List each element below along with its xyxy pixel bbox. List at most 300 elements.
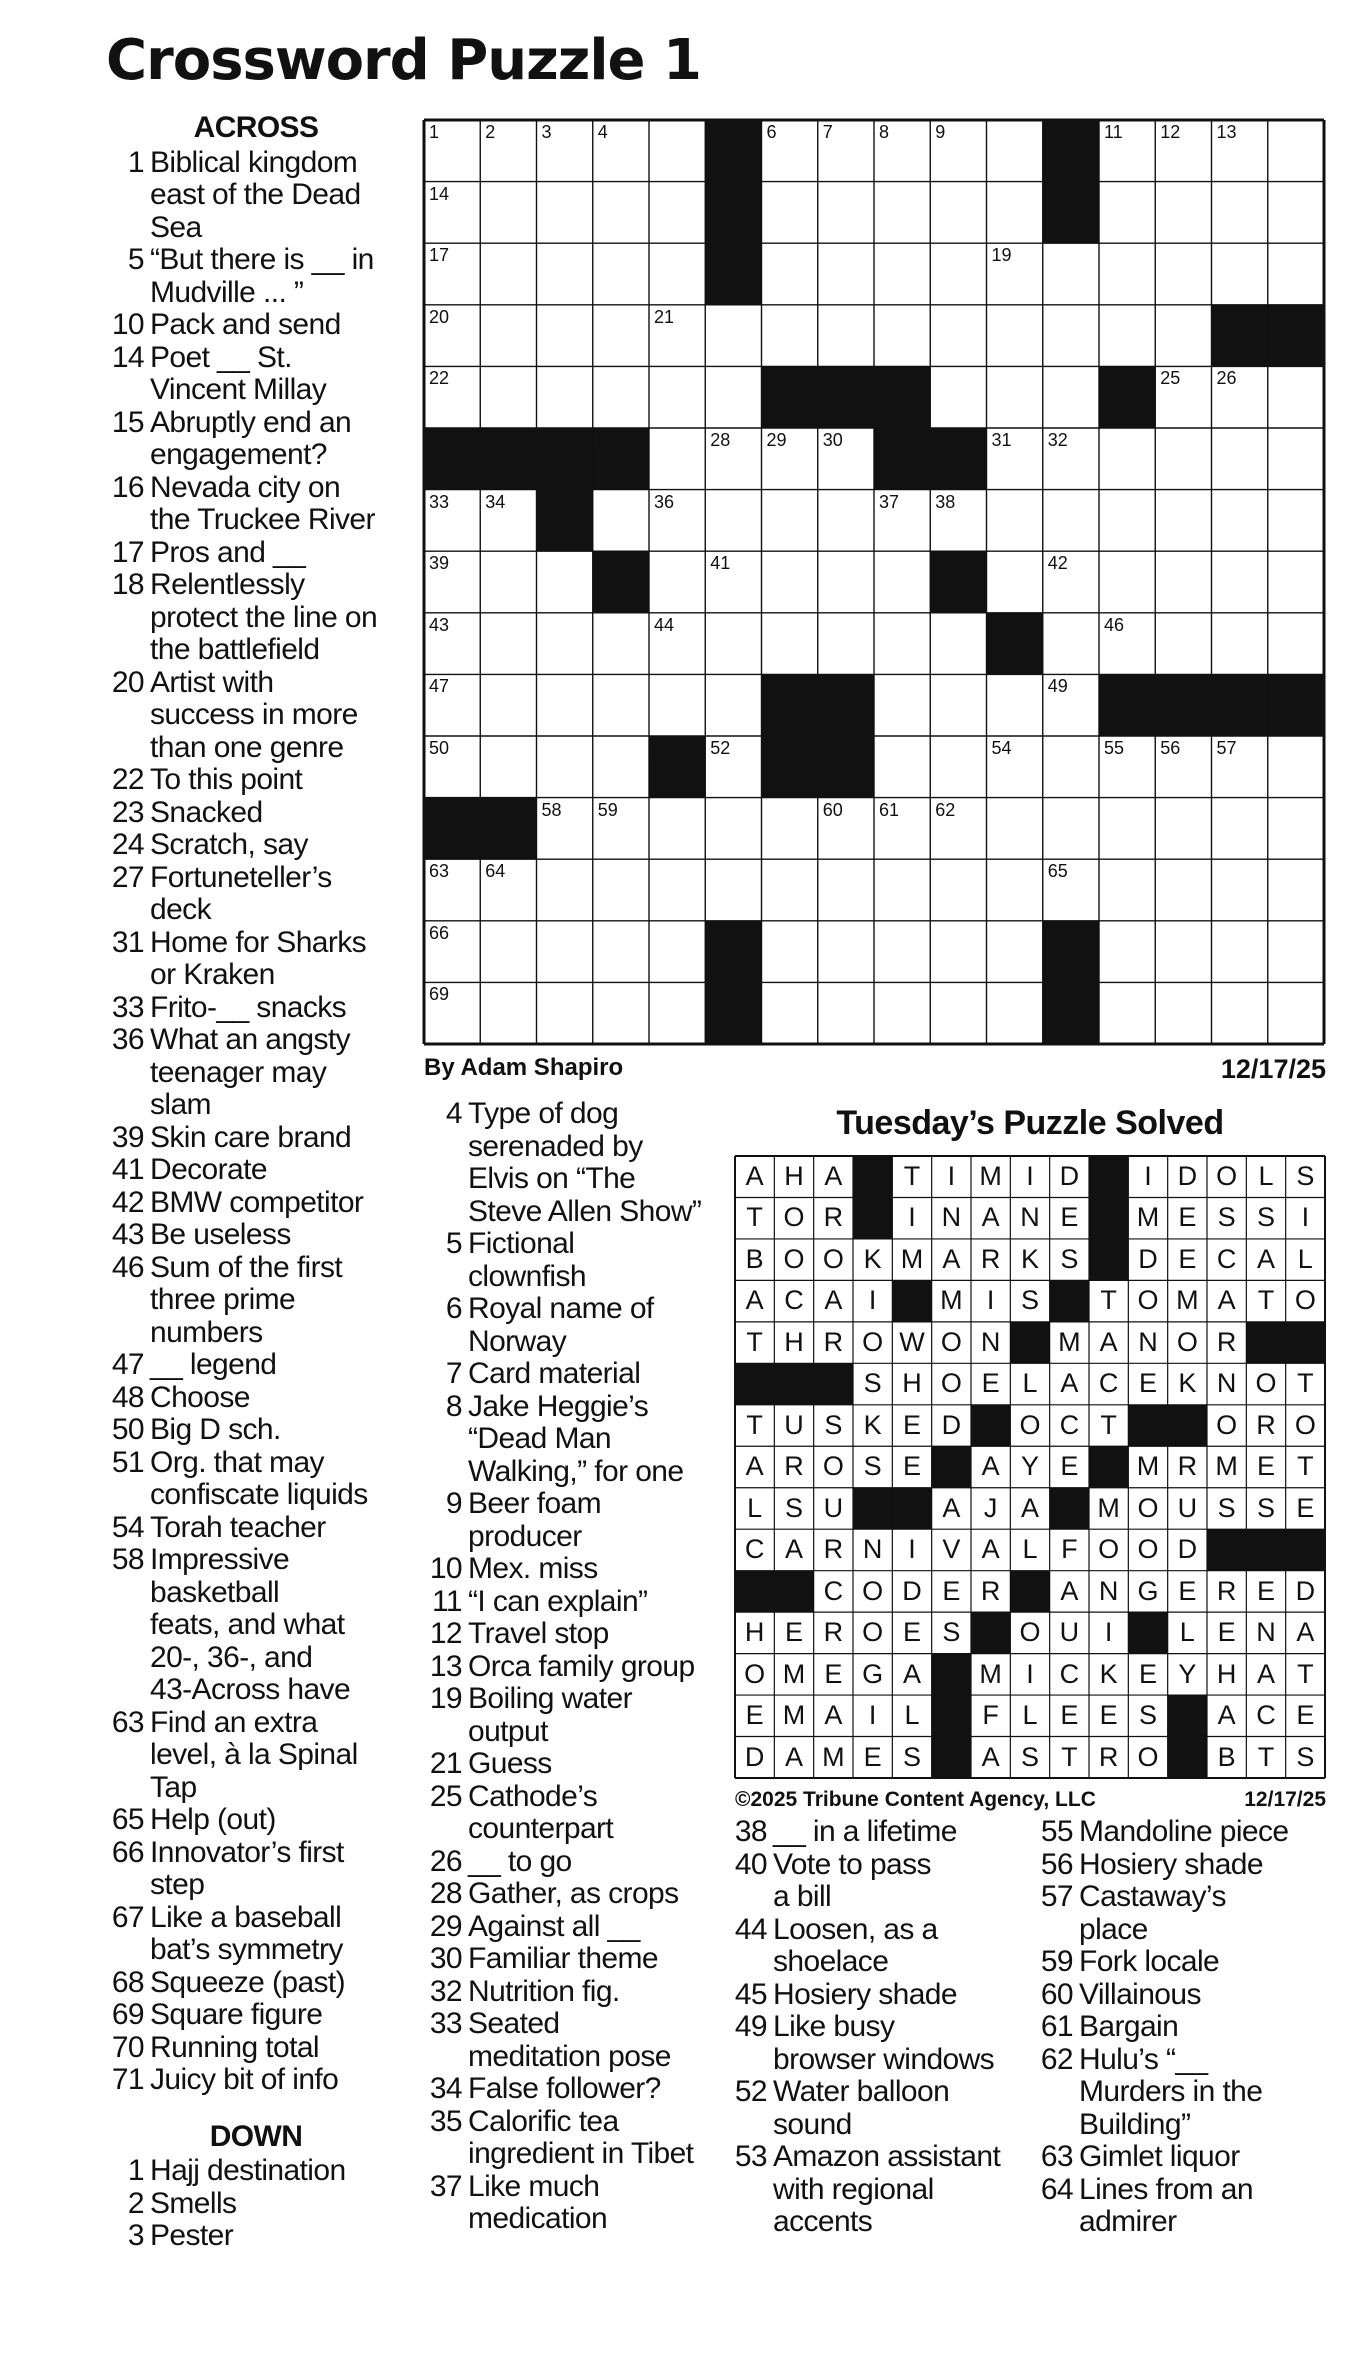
solution-letter: A bbox=[1099, 1326, 1118, 1357]
clues-column-3 bbox=[729, 1816, 1019, 2239]
solution-date: 12/17/25 bbox=[1244, 1788, 1326, 1811]
solution-letter: A bbox=[981, 1741, 1000, 1772]
clue-item bbox=[424, 1553, 714, 1586]
solution-letter: E bbox=[863, 1741, 882, 1772]
down-header: DOWN bbox=[209, 2119, 303, 2153]
clue-number: 68 bbox=[111, 1965, 144, 1999]
clues-column-1 bbox=[106, 112, 406, 2253]
clue-number: 35 bbox=[429, 2104, 462, 2138]
solution-letter: R bbox=[1216, 1575, 1237, 1606]
clue-item bbox=[106, 2155, 406, 2188]
clue-text-line: the battlefield bbox=[150, 633, 320, 666]
solution-letter: O bbox=[940, 1326, 962, 1357]
solution-letter: O bbox=[1098, 1534, 1120, 1565]
clue-text-line: serenaded by bbox=[468, 1129, 643, 1163]
solution-letter: A bbox=[981, 1534, 1000, 1565]
clue-item bbox=[729, 1914, 1019, 1979]
solution-letter: O bbox=[1255, 1368, 1277, 1399]
solution-letter: B bbox=[745, 1243, 764, 1274]
cell-number: 27 bbox=[597, 430, 618, 450]
clue-number: 49 bbox=[734, 2010, 767, 2043]
solution-letter: I bbox=[1026, 1161, 1034, 1191]
solution-letter: T bbox=[1297, 1451, 1314, 1482]
clue-item bbox=[106, 1252, 406, 1350]
solution-letter: E bbox=[1178, 1243, 1197, 1274]
solution-letter: R bbox=[823, 1326, 844, 1357]
clue-number: 58 bbox=[111, 1543, 144, 1576]
solution-letter: S bbox=[1060, 1243, 1079, 1274]
clue-text-line: Cathode’s bbox=[468, 1779, 598, 1813]
solution-letter: T bbox=[1257, 1285, 1275, 1316]
solution-letter: M bbox=[1058, 1326, 1081, 1357]
clue-text-line: Calorific tea bbox=[468, 2104, 619, 2138]
clue-item bbox=[106, 1414, 406, 1447]
clue-item bbox=[106, 472, 406, 537]
solution-letter: O bbox=[862, 1326, 884, 1357]
solution-letter: A bbox=[981, 1202, 1000, 1233]
clue-number: 34 bbox=[429, 2072, 462, 2105]
clue-number: 28 bbox=[429, 1877, 462, 1910]
cell-number: 11 bbox=[1104, 122, 1123, 142]
clue-number: 55 bbox=[1040, 1815, 1073, 1848]
clue-text-line: Boiling water bbox=[468, 1682, 632, 1715]
clue-item bbox=[424, 1683, 714, 1748]
cell-number: 4 bbox=[597, 122, 608, 142]
solution-letter: O bbox=[862, 1617, 884, 1648]
clue-text-line: Abruptly end an bbox=[150, 405, 352, 439]
cell-number: 45 bbox=[991, 614, 1012, 635]
clue-item bbox=[106, 1544, 406, 1707]
clue-number: 63 bbox=[1040, 2140, 1073, 2173]
solution-letter: I bbox=[1144, 1161, 1152, 1191]
clue-text-line: Beer foam bbox=[468, 1487, 601, 1520]
clue-text-line: accents bbox=[773, 2205, 873, 2238]
solution-letter: E bbox=[745, 1700, 764, 1731]
cell-number: 9 bbox=[935, 122, 946, 142]
clue-item bbox=[106, 1219, 406, 1252]
clue-item bbox=[424, 1943, 714, 1976]
puzzle-title: Crossword Puzzle 1 bbox=[106, 28, 701, 93]
clue-text-line: a bill bbox=[773, 1880, 832, 1913]
clue-text-line: clownfish bbox=[468, 1259, 586, 1293]
cell-number: 34 bbox=[485, 491, 506, 512]
cell-number: 16 bbox=[1047, 183, 1068, 204]
clue-number: 30 bbox=[429, 1942, 462, 1975]
solution-letter: K bbox=[1099, 1658, 1118, 1689]
solution-letter: E bbox=[902, 1451, 921, 1482]
clue-number: 59 bbox=[1040, 1945, 1073, 1978]
clue-text-line: Vincent Millay bbox=[150, 373, 327, 406]
solution-letter: C bbox=[823, 1575, 844, 1606]
clue-text-line: Square figure bbox=[150, 1998, 323, 2031]
clue-item bbox=[106, 537, 406, 570]
clue-item bbox=[424, 1911, 714, 1944]
solution-letter: A bbox=[745, 1451, 764, 1482]
cell-number: 46 bbox=[1104, 614, 1125, 635]
clue-item bbox=[106, 2188, 406, 2221]
clue-number: 48 bbox=[111, 1380, 144, 1414]
solution-letter: M bbox=[1097, 1492, 1120, 1523]
clue-text-line: Mex. miss bbox=[468, 1552, 598, 1585]
solution-letter: O bbox=[1137, 1492, 1159, 1523]
cell-number: 41 bbox=[710, 553, 731, 574]
clue-text-line: Innovator’s first bbox=[150, 1835, 344, 1869]
solution-letter: N bbox=[1216, 1368, 1237, 1399]
solution-letter: U bbox=[823, 1492, 844, 1523]
solution-letter: H bbox=[902, 1368, 922, 1399]
solution-letter: S bbox=[863, 1368, 882, 1399]
cell-number: 58 bbox=[541, 799, 562, 820]
clue-number: 69 bbox=[111, 1998, 144, 2031]
cell-number: 26 bbox=[1216, 368, 1237, 389]
clue-text-line: Decorate bbox=[150, 1153, 267, 1186]
solution-letter: A bbox=[1296, 1617, 1315, 1648]
clue-number: 13 bbox=[429, 1649, 462, 1683]
solution-letter: N bbox=[1138, 1326, 1158, 1357]
solution-letter: H bbox=[784, 1326, 804, 1357]
clue-text-line: shoelace bbox=[773, 1945, 889, 1978]
clue-text-line: step bbox=[150, 1868, 205, 1901]
cell-number: 10 bbox=[1047, 122, 1068, 142]
clue-number: 45 bbox=[734, 1977, 767, 2011]
solution-letter: A bbox=[1217, 1285, 1236, 1316]
cell-number: 5 bbox=[710, 122, 721, 142]
clue-item bbox=[106, 309, 406, 342]
clue-number: 3 bbox=[127, 2219, 144, 2252]
solution-letter: Y bbox=[1020, 1451, 1039, 1482]
solution-letter: S bbox=[902, 1741, 921, 1772]
clue-text-line: Pester bbox=[150, 2219, 234, 2252]
clue-item bbox=[106, 569, 406, 667]
solution-letter: H bbox=[744, 1617, 765, 1648]
cell-number: 15 bbox=[710, 183, 731, 204]
clue-text-line: feats, and what bbox=[150, 1608, 345, 1641]
clue-item bbox=[106, 1999, 406, 2032]
clue-number: 15 bbox=[111, 405, 144, 439]
cell-number: 21 bbox=[654, 306, 675, 327]
clue-item bbox=[106, 342, 406, 407]
solution-letter: E bbox=[981, 1368, 1000, 1399]
solution-letter: O bbox=[1137, 1285, 1159, 1316]
solution-letter: M bbox=[900, 1243, 924, 1274]
solution-letter: L bbox=[904, 1700, 920, 1731]
clue-text-line: Jake Heggie’s bbox=[468, 1389, 649, 1423]
solution-letter: T bbox=[1100, 1285, 1117, 1316]
clue-text-line: Type of dog bbox=[468, 1097, 619, 1130]
cell-number: 56 bbox=[1160, 738, 1181, 758]
clue-text-line: Hosiery shade bbox=[1079, 1847, 1263, 1881]
clue-text-line: success in more bbox=[150, 698, 358, 731]
solved-title: Tuesday’s Puzzle Solved bbox=[836, 1104, 1224, 1142]
clue-number: 21 bbox=[429, 1747, 462, 1780]
cell-number: 1 bbox=[429, 122, 440, 142]
clue-text-line: Guess bbox=[468, 1747, 552, 1780]
clue-text-line: Norway bbox=[468, 1324, 567, 1358]
cell-number: 6 bbox=[766, 122, 777, 142]
clue-number: 43 bbox=[111, 1218, 144, 1251]
solution-letter: A bbox=[824, 1161, 843, 1191]
clue-text-line: meditation pose bbox=[468, 2039, 671, 2073]
solution-letter: D bbox=[1059, 1161, 1080, 1191]
clue-item bbox=[424, 1878, 714, 1911]
clue-text-line: Fortuneteller’s bbox=[150, 860, 332, 894]
clue-text-line: Card material bbox=[468, 1357, 641, 1390]
clue-text-line: numbers bbox=[150, 1315, 263, 1349]
solution-letter: T bbox=[1297, 1658, 1314, 1689]
solution-letter: M bbox=[979, 1658, 1002, 1689]
solution-letter: M bbox=[940, 1285, 963, 1316]
clue-number: 6 bbox=[445, 1292, 462, 1325]
solution-letter: K bbox=[863, 1243, 882, 1274]
clue-number: 33 bbox=[429, 2007, 462, 2040]
cell-number: 63 bbox=[429, 861, 450, 882]
solution-letter: R bbox=[823, 1534, 844, 1565]
clue-number: 25 bbox=[429, 1779, 462, 1813]
solution-letter: I bbox=[1104, 1617, 1113, 1648]
clue-text-line: Frito-__ snacks bbox=[150, 990, 347, 1024]
solution-letter: S bbox=[1296, 1161, 1315, 1191]
cell-number: 33 bbox=[429, 491, 450, 512]
solution-letter: T bbox=[1297, 1368, 1314, 1399]
clue-item bbox=[424, 1781, 714, 1846]
cell-number: 32 bbox=[1047, 430, 1068, 450]
cell-number: 19 bbox=[991, 245, 1012, 266]
clue-number: 11 bbox=[432, 1584, 462, 1618]
clue-text-line: Castaway’s bbox=[1079, 1880, 1226, 1913]
clue-text-line: Scratch, say bbox=[150, 828, 308, 861]
solution-letter: R bbox=[823, 1202, 844, 1233]
cell-number: 17 bbox=[429, 245, 450, 266]
clue-text-line: east of the Dead bbox=[150, 178, 361, 211]
solution-letter: T bbox=[1061, 1741, 1078, 1772]
clue-item bbox=[106, 2032, 406, 2065]
clue-text-line: Like much bbox=[468, 2169, 600, 2203]
clue-text-line: Home for Sharks bbox=[150, 925, 367, 959]
solution-letter: E bbox=[1256, 1575, 1275, 1606]
clue-text-line: Sea bbox=[150, 210, 202, 244]
cell-number: 42 bbox=[1047, 553, 1068, 574]
cell-number: 48 bbox=[822, 676, 843, 697]
clue-number: 42 bbox=[111, 1185, 144, 1219]
clue-text-line: Nevada city on bbox=[150, 470, 341, 504]
cell-number: 14 bbox=[429, 183, 450, 204]
clue-text-line: 20-, 36-, and bbox=[150, 1640, 313, 1674]
solution-letter: D bbox=[941, 1409, 962, 1440]
clue-item bbox=[1035, 2044, 1335, 2142]
solution-letter: L bbox=[747, 1492, 763, 1523]
clue-text-line: medication bbox=[468, 2202, 608, 2235]
solution-letter: N bbox=[1020, 1202, 1040, 1233]
clue-text-line: “I can explain” bbox=[468, 1584, 648, 1618]
clue-number: 1 bbox=[127, 145, 144, 179]
solution-letter: R bbox=[980, 1243, 1001, 1274]
clue-text-line: Seated bbox=[468, 2007, 560, 2040]
clue-text-line: Walking,” for one bbox=[468, 1454, 684, 1488]
clue-number: 41 bbox=[111, 1153, 144, 1186]
solution-letter: E bbox=[1060, 1451, 1079, 1482]
clue-item bbox=[106, 1447, 406, 1512]
clue-text-line: Choose bbox=[150, 1380, 250, 1414]
solution-letter: E bbox=[1099, 1700, 1118, 1731]
clue-item bbox=[1035, 1946, 1335, 1979]
clue-text-line: Sum of the first bbox=[150, 1250, 343, 1284]
clue-number: 64 bbox=[1040, 2172, 1073, 2206]
clue-item bbox=[106, 2064, 406, 2097]
clue-text-line: False follower? bbox=[468, 2072, 661, 2105]
clue-item bbox=[1035, 1979, 1335, 2012]
clue-item bbox=[106, 1154, 406, 1187]
clue-number: 39 bbox=[111, 1120, 144, 1154]
clue-item bbox=[424, 1586, 714, 1619]
clue-text-line: ingredient in Tibet bbox=[468, 2137, 694, 2170]
clue-number: 31 bbox=[111, 925, 144, 959]
solution-letter: E bbox=[902, 1617, 921, 1648]
cell-number: 68 bbox=[1047, 922, 1068, 943]
solution-letter: I bbox=[908, 1202, 916, 1233]
clue-item bbox=[106, 1902, 406, 1967]
clue-text-line: Steve Allen Show” bbox=[468, 1194, 702, 1228]
clue-text-line: bat’s symmetry bbox=[150, 1933, 343, 1966]
solution-letter: E bbox=[902, 1409, 921, 1440]
solution-letter: O bbox=[1137, 1741, 1159, 1772]
clue-item bbox=[106, 1024, 406, 1122]
solution-letter: S bbox=[824, 1409, 843, 1440]
cell-number: 39 bbox=[429, 553, 450, 574]
solution-letter: L bbox=[1297, 1243, 1313, 1274]
clue-number: 32 bbox=[429, 1974, 462, 2008]
clue-number: 52 bbox=[734, 2075, 767, 2108]
section-spacer bbox=[106, 2097, 406, 2121]
cell-number: 37 bbox=[879, 491, 900, 512]
clue-text-line: Amazon assistant bbox=[773, 2140, 1001, 2173]
solution-letter: A bbox=[1256, 1658, 1275, 1689]
clues-column-4 bbox=[1035, 1816, 1335, 2239]
clue-number: 4 bbox=[445, 1097, 462, 1130]
clue-number: 7 bbox=[445, 1357, 462, 1390]
cell-number: 20 bbox=[429, 306, 450, 327]
cell-number: 47 bbox=[429, 676, 450, 697]
clue-text-line: Snacked bbox=[150, 795, 263, 829]
solution-letter: T bbox=[746, 1409, 763, 1440]
clue-item bbox=[424, 1846, 714, 1879]
solution-letter: D bbox=[1295, 1575, 1316, 1606]
clue-text-line: Hulu’s “__ bbox=[1079, 2042, 1208, 2076]
solution-letter: A bbox=[1217, 1700, 1236, 1731]
cell-number: 50 bbox=[429, 738, 450, 758]
solution-letter: E bbox=[1296, 1492, 1315, 1523]
cell-number: 65 bbox=[1047, 861, 1068, 882]
clue-text-line: Against all __ bbox=[468, 1909, 640, 1943]
clue-item bbox=[729, 2141, 1019, 2239]
clue-text-line: protect the line on bbox=[150, 600, 378, 634]
solution-letter: O bbox=[822, 1243, 844, 1274]
solution-letter: A bbox=[745, 1161, 764, 1191]
clue-text-line: three prime bbox=[150, 1283, 296, 1316]
clue-item bbox=[424, 1488, 714, 1553]
solution-letter: S bbox=[1296, 1741, 1315, 1772]
clue-text-line: Villainous bbox=[1079, 1977, 1201, 2011]
solution-letter: H bbox=[784, 1161, 804, 1191]
clue-text-line: Biblical kingdom bbox=[150, 145, 358, 179]
solution-letter: K bbox=[1020, 1243, 1039, 1274]
clue-number: 38 bbox=[734, 1815, 767, 1848]
clue-text-line: __ to go bbox=[468, 1844, 572, 1878]
solution-letter: A bbox=[824, 1700, 843, 1731]
solution-letter: C bbox=[1216, 1243, 1237, 1274]
solution-letter: I bbox=[1301, 1202, 1310, 1233]
clue-text-line: Big D sch. bbox=[150, 1413, 281, 1446]
clue-text-line: Impressive bbox=[150, 1543, 290, 1576]
cell-number: 60 bbox=[822, 799, 843, 820]
clue-item bbox=[424, 2008, 714, 2073]
cell-number: 57 bbox=[1216, 738, 1237, 758]
solution-letter: O bbox=[1019, 1409, 1041, 1440]
solution-letter: L bbox=[1022, 1368, 1038, 1399]
solution-letter: C bbox=[784, 1285, 804, 1316]
solution-letter: O bbox=[862, 1575, 884, 1606]
clues-column-2 bbox=[424, 1098, 714, 2236]
solution-letter: T bbox=[1257, 1741, 1275, 1772]
clue-text-line: Like busy bbox=[773, 2010, 895, 2043]
clue-number: 5 bbox=[445, 1227, 462, 1260]
clue-text-line: counterpart bbox=[468, 1812, 614, 1845]
solution-letter: O bbox=[744, 1658, 766, 1689]
solution-letter: A bbox=[1020, 1492, 1039, 1523]
clue-item bbox=[424, 1358, 714, 1391]
solution-letter: O bbox=[1294, 1409, 1316, 1440]
clue-item bbox=[729, 2076, 1019, 2141]
cell-number: 62 bbox=[935, 799, 956, 820]
clue-item bbox=[424, 1391, 714, 1489]
clue-text-line: “But there is __ in bbox=[150, 243, 374, 276]
solution-letter: O bbox=[1216, 1409, 1238, 1440]
cell-number: 70 bbox=[710, 984, 731, 1005]
solution-letter: S bbox=[1217, 1492, 1236, 1523]
solution-letter: W bbox=[899, 1326, 925, 1357]
clue-number: 67 bbox=[111, 1900, 144, 1934]
solution-letter: S bbox=[1256, 1492, 1275, 1523]
solution-letter: E bbox=[942, 1575, 961, 1606]
cell-number: 23 bbox=[879, 368, 900, 389]
clue-number: 2 bbox=[127, 2186, 144, 2220]
clue-text-line: Hajj destination bbox=[150, 2154, 346, 2187]
clue-item bbox=[424, 1293, 714, 1358]
clue-number: 56 bbox=[1040, 1847, 1073, 1881]
clue-number: 26 bbox=[429, 1844, 462, 1878]
solution-letter: G bbox=[1137, 1575, 1159, 1606]
solution-letter: T bbox=[903, 1161, 921, 1191]
clue-text-line: Fork locale bbox=[1079, 1945, 1220, 1978]
clue-number: 27 bbox=[111, 860, 144, 894]
cell-number: 18 bbox=[710, 245, 731, 266]
clue-text-line: Pack and send bbox=[150, 308, 341, 341]
clue-item bbox=[106, 764, 406, 797]
clue-number: 40 bbox=[734, 1847, 767, 1881]
clue-text-line: basketball bbox=[150, 1575, 280, 1609]
cell-number: 43 bbox=[429, 614, 450, 635]
crossword-grid bbox=[424, 120, 1324, 1044]
clue-text-line: or Kraken bbox=[150, 958, 275, 991]
solution-letter: M bbox=[1215, 1451, 1238, 1482]
clue-text-line: Artist with bbox=[150, 665, 274, 699]
solution-letter: C bbox=[1256, 1700, 1276, 1731]
cell-number: 49 bbox=[1047, 676, 1068, 697]
clue-text-line: BMW competitor bbox=[150, 1185, 364, 1219]
solution-letter: H bbox=[1216, 1658, 1237, 1689]
solution-letter: O bbox=[1019, 1617, 1041, 1648]
cell-number: 2 bbox=[485, 122, 496, 142]
clue-text-line: admirer bbox=[1079, 2205, 1177, 2238]
